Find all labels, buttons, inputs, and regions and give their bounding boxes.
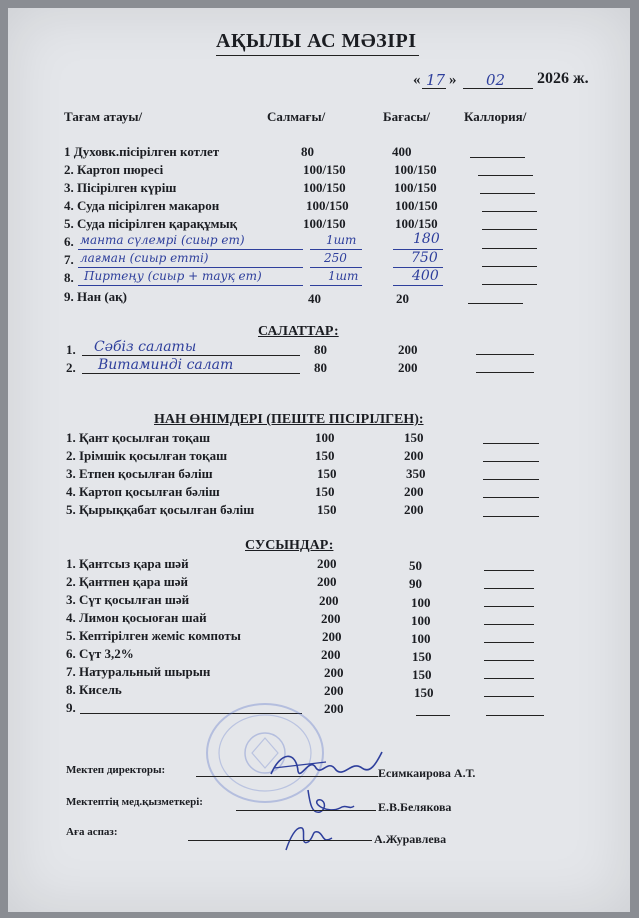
- price-blank-line: [416, 715, 450, 716]
- date-year: 2026 ж.: [537, 70, 589, 87]
- section-heading-bakery: НАН ӨНІМДЕРІ (ПЕШТЕ ПІСІРІЛГЕН):: [154, 412, 424, 427]
- salad-item-weight: 80: [314, 360, 327, 375]
- drink-item-weight: 200: [324, 683, 344, 698]
- date-month-line: [463, 88, 533, 89]
- calorie-blank-line: [482, 248, 537, 249]
- menu-item-name: 1 Духовк.пісірілген котлет: [64, 144, 220, 159]
- drink-item-name: 4. Лимон қосыоған шай: [66, 610, 207, 625]
- bakery-item-price: 150: [404, 430, 424, 445]
- menu-item-weight: 100/150: [306, 198, 349, 213]
- bakery-item-name: 4. Картоп қосылған бәліш: [66, 484, 220, 499]
- bakery-item-name: 1. Қант қосылған тоқаш: [66, 430, 211, 445]
- salad-name-line: [82, 355, 300, 356]
- handwritten-underline: [310, 267, 362, 268]
- calorie-blank-line: [478, 175, 533, 176]
- menu-item-weight-handwritten: 250: [324, 251, 347, 265]
- menu-item-weight: 80: [301, 144, 314, 159]
- drink-item-weight: 200: [324, 665, 344, 680]
- calorie-blank-line: [484, 642, 534, 643]
- menu-sheet: [8, 8, 630, 912]
- handwritten-underline: [78, 267, 303, 268]
- bakery-item-name: 2. Ірімшік қосылған тоқаш: [66, 448, 228, 463]
- drink-item-weight: 200: [317, 574, 337, 589]
- calorie-blank-line: [476, 372, 534, 373]
- drink-item-name: 1. Қантсыз қара шәй: [66, 556, 189, 571]
- salad-item-price: 200: [398, 360, 418, 375]
- drink-item-name: 5. Кептірілген жеміс компоты: [66, 628, 241, 643]
- salad-item-number: 2.: [66, 360, 76, 375]
- calorie-blank-line: [484, 624, 534, 625]
- menu-item-number: 8.: [64, 270, 74, 285]
- drink-item-name: 8. Кисель: [66, 682, 122, 697]
- salad-item-name-handwritten: Сәбіз салаты: [94, 339, 197, 355]
- signature-role-chef: Аға аспаз:: [66, 826, 118, 838]
- page-title: АҚЫЛЫ АС МӘЗІРІ: [216, 30, 417, 52]
- drink-item-price: 100: [411, 613, 431, 628]
- signature-name-director: Есимкаирова А.Т.: [378, 766, 476, 780]
- calorie-blank-line: [482, 284, 537, 285]
- drink-item-weight: 200: [322, 629, 342, 644]
- menu-item-name: 2. Картоп пюресі: [64, 162, 164, 177]
- menu-item-number: 6.: [64, 234, 74, 249]
- bakery-item-weight: 100: [315, 430, 335, 445]
- calorie-blank-line: [484, 606, 534, 607]
- column-header-calories: Каллория/: [464, 109, 527, 124]
- column-header-name: Тағам атауы/: [64, 109, 143, 124]
- salad-name-line: [82, 373, 300, 374]
- calorie-blank-line: [468, 303, 523, 304]
- menu-item-name: 5. Суда пісірілген қарақұмық: [64, 216, 238, 231]
- drink-item-price: 100: [411, 595, 431, 610]
- medic-signature: [298, 784, 358, 820]
- drink-item-weight: 200: [321, 647, 341, 662]
- menu-item-weight-handwritten: 1шт: [326, 233, 357, 247]
- calorie-blank-line: [484, 660, 534, 661]
- handwritten-underline: [310, 285, 362, 286]
- handwritten-underline: [78, 249, 303, 250]
- calorie-blank-line: [484, 696, 534, 697]
- calorie-blank-line: [483, 443, 539, 444]
- menu-item-price: 100/150: [394, 162, 437, 177]
- handwritten-underline: [310, 249, 362, 250]
- date-open-quote: «: [413, 72, 421, 88]
- drink-item-name: 9.: [66, 700, 76, 715]
- drink-item-weight: 200: [319, 593, 339, 608]
- drink-item-weight: 200: [324, 701, 344, 716]
- section-heading-drinks: СУСЫНДАР:: [245, 538, 334, 553]
- calorie-blank-line: [483, 461, 539, 462]
- director-signature: [266, 746, 386, 786]
- menu-item-weight: 100/150: [303, 180, 346, 195]
- menu-item-price-handwritten: 400: [412, 268, 439, 284]
- drink-item-price: 50: [409, 558, 422, 573]
- drink-item-name: 7. Натуральный шырын: [66, 664, 211, 679]
- calorie-blank-line: [482, 211, 537, 212]
- bakery-item-weight: 150: [317, 466, 337, 481]
- drink-item-price: 150: [412, 667, 432, 682]
- menu-item-name-handwritten: манта сүлемрі (сиыр ет): [80, 233, 245, 247]
- date-month: 02: [486, 71, 506, 89]
- menu-item-price-handwritten: 750: [411, 250, 438, 266]
- signature-name-medic: Е.В.Белякова: [378, 800, 452, 814]
- signature-line-chef: [188, 840, 372, 841]
- signature-line-director: [196, 776, 378, 777]
- menu-item-name-handwritten: лағман (сиыр етті): [80, 251, 209, 265]
- salad-item-name-handwritten: Витаминді салат: [98, 357, 234, 373]
- signature-line-medic: [236, 810, 376, 811]
- menu-item-price: 20: [396, 291, 409, 306]
- drink-item-price: 150: [412, 649, 432, 664]
- drink-item-price: 100: [411, 631, 431, 646]
- bakery-item-weight: 150: [317, 502, 337, 517]
- bakery-item-weight: 150: [315, 448, 335, 463]
- menu-item-weight-handwritten: 1шт: [328, 269, 359, 283]
- date-close-quote: »: [449, 72, 457, 88]
- menu-item-number: 7.: [64, 252, 74, 267]
- signature-role-medic: Мектептің мед.қызметкері:: [66, 796, 203, 808]
- menu-item-name: 3. Пісірілген күріш: [64, 180, 177, 195]
- calorie-blank-line: [484, 588, 534, 589]
- handwritten-underline: [393, 285, 443, 286]
- drink-item-name: 3. Сүт қосылған шәй: [66, 592, 190, 607]
- bakery-item-price: 200: [404, 484, 424, 499]
- menu-item-price: 100/150: [395, 216, 438, 231]
- date-day-line: [422, 88, 446, 89]
- bakery-item-name: 3. Етпен қосылған бәліш: [66, 466, 213, 481]
- bakery-item-weight: 150: [315, 484, 335, 499]
- menu-item-name: 4. Суда пісірілген макарон: [64, 198, 220, 213]
- calorie-blank-line: [482, 266, 537, 267]
- drink-item-name: 2. Қантпен қара шәй: [66, 574, 189, 589]
- drink-item-weight: 200: [317, 556, 337, 571]
- drink-item-price: 90: [409, 576, 422, 591]
- date-day: 17: [426, 71, 446, 89]
- bakery-item-price: 200: [404, 448, 424, 463]
- title-underline: [216, 55, 419, 56]
- menu-item-name: 9. Нан (ақ): [64, 289, 128, 304]
- handwritten-underline: [78, 285, 303, 286]
- calorie-blank-line: [470, 157, 525, 158]
- calorie-blank-line: [476, 354, 534, 355]
- drink-item-weight: 200: [321, 611, 341, 626]
- calorie-blank-line: [484, 570, 534, 571]
- salad-item-weight: 80: [314, 342, 327, 357]
- calorie-blank-line: [483, 516, 539, 517]
- menu-item-price-handwritten: 180: [413, 231, 440, 247]
- calorie-blank-line: [484, 678, 534, 679]
- salad-item-number: 1.: [66, 342, 76, 357]
- salad-item-price: 200: [398, 342, 418, 357]
- bakery-item-price: 350: [406, 466, 426, 481]
- menu-item-weight: 40: [308, 291, 321, 306]
- menu-item-price: 400: [392, 144, 412, 159]
- column-header-price: Бағасы/: [383, 109, 431, 124]
- calorie-blank-line: [483, 497, 539, 498]
- menu-item-weight: 100/150: [303, 216, 346, 231]
- drink-item-name: 6. Сүт 3,2%: [66, 646, 134, 661]
- menu-item-weight: 100/150: [303, 162, 346, 177]
- column-header-weight: Салмағы/: [267, 109, 326, 124]
- bakery-item-price: 200: [404, 502, 424, 517]
- calorie-blank-line: [486, 715, 544, 716]
- menu-item-name-handwritten: Пиртеңу (сиыр + тауқ ет): [84, 269, 262, 283]
- calorie-blank-line: [480, 193, 535, 194]
- chef-signature: [278, 820, 338, 856]
- calorie-blank-line: [482, 229, 537, 230]
- bakery-item-name: 5. Қырыққабат қосылған бәліш: [66, 502, 255, 517]
- menu-item-price: 100/150: [395, 198, 438, 213]
- menu-item-price: 100/150: [394, 180, 437, 195]
- signature-name-chef: А.Журавлева: [374, 832, 447, 846]
- drink-item-price: 150: [414, 685, 434, 700]
- section-heading-salads: САЛАТТАР:: [258, 324, 339, 339]
- signature-role-director: Мектеп директоры:: [66, 764, 166, 776]
- calorie-blank-line: [483, 479, 539, 480]
